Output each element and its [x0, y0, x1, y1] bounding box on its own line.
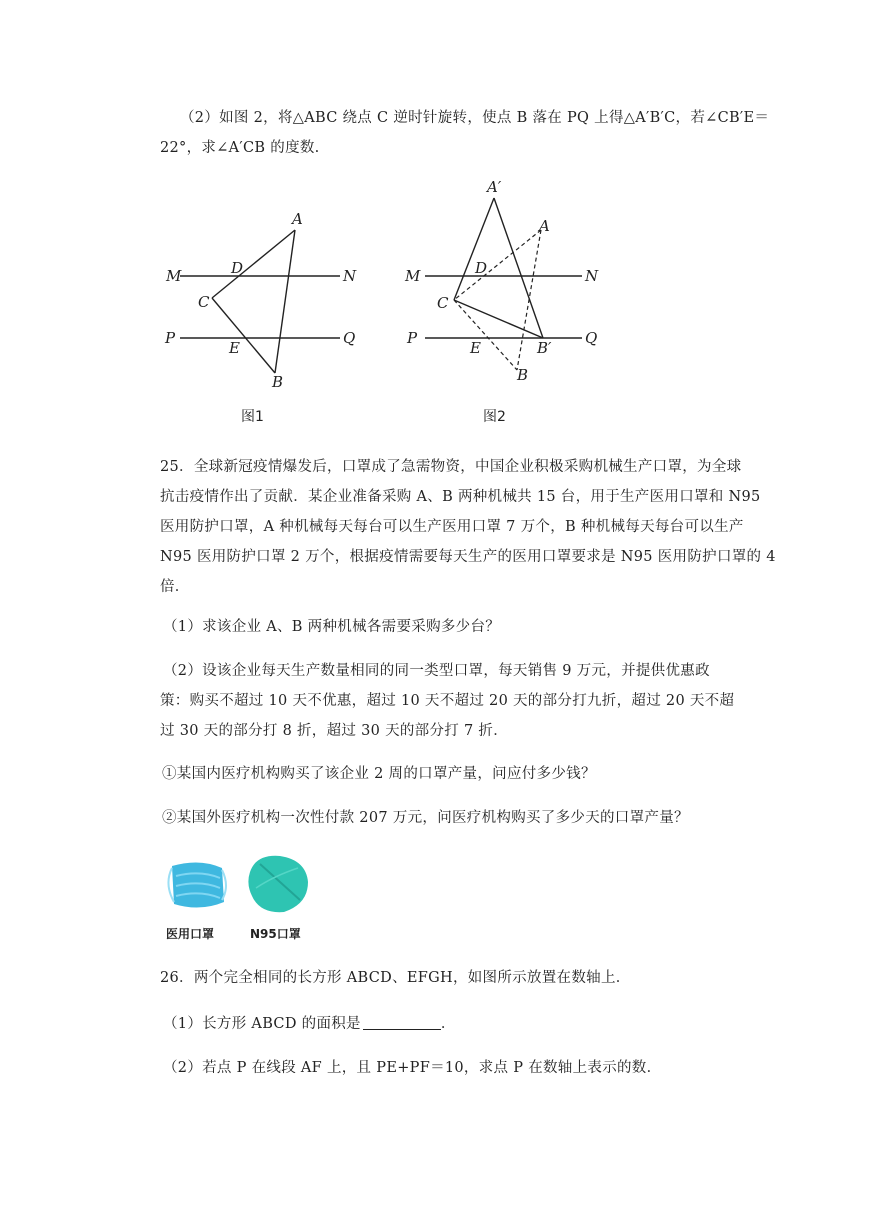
q26-part1-prefix: （1）长方形 ABCD 的面积是: [163, 1016, 361, 1032]
q26-part1: [163, 1012, 456, 1033]
answer-blank: [363, 1015, 441, 1030]
fig2-label-E: E: [470, 339, 481, 357]
q25-part2-line2: 策：购买不超过 10 天不优惠，超过 10 天不超过 20 天的部分打九折，超过 20 天不超: [160, 693, 735, 709]
q25-line2: 抗击疫情作出了贡献．某企业准备采购 A、B 两种机械共 15 台，用于生产医用口罩和 N95: [160, 489, 761, 505]
fig1-label-C: C: [198, 293, 210, 311]
q26-line1: 26．两个完全相同的长方形 ABCD、EFGH，如图所示放置在数轴上．: [160, 970, 631, 986]
fig2-label-B-prime: B′: [537, 339, 552, 357]
fig2-caption: 图2: [483, 409, 506, 425]
medical-mask-label: 医用口罩: [166, 927, 215, 941]
q25-part2-line1: （2）设该企业每天生产数量相同的同一类型口罩，每天销售 9 万元，并提供优惠政: [163, 663, 710, 679]
fig1-label-D: D: [231, 259, 244, 277]
fig1-label-E: E: [229, 339, 240, 357]
q25-sub2: ②某国外医疗机构一次性付款 207 万元，问医疗机构购买了多少天的口罩产量？: [162, 810, 689, 826]
q25-part1: （1）求该企业 A、B 两种机械各需要采购多少台？: [163, 619, 501, 635]
fig1-label-N: N: [343, 267, 357, 285]
fig2-label-N: N: [585, 267, 599, 285]
fig2-label-C: C: [437, 294, 449, 312]
fig2-label-D: D: [475, 259, 488, 277]
q26-part2: （2）若点 P 在线段 AF 上，且 PE+PF＝10，求点 P 在数轴上表示的数．: [163, 1060, 662, 1076]
q24-part2-line2: 22°，求∠A′CB 的度数.: [160, 140, 320, 156]
n95-mask-label: N95口罩: [250, 927, 301, 941]
q25-line3: 医用防护口罩，A 种机械每天每台可以生产医用口罩 7 万个，B 种机械每天每台可以生产: [160, 519, 744, 535]
fig2-label-B: B: [517, 366, 529, 384]
q25-line5: 倍．: [160, 579, 190, 595]
q25-sub1: ①某国内医疗机构购买了该企业 2 周的口罩产量，问应付多少钱？: [162, 766, 596, 782]
q25-part2-line3: 过 30 天的部分打 8 折，超过 30 天的部分打 7 折．: [160, 723, 509, 739]
figure-2-original-triangle: [454, 230, 541, 370]
fig1-label-B: B: [272, 373, 284, 391]
fig1-caption: 图1: [241, 409, 264, 425]
fig1-label-Q: Q: [343, 329, 356, 347]
fig2-label-A: A: [539, 217, 550, 235]
fig2-label-M: M: [405, 267, 421, 285]
n95-mask-image: [248, 856, 308, 912]
fig2-label-Q: Q: [585, 329, 598, 347]
fig1-label-M: M: [166, 267, 182, 285]
q25-line4: N95 医用防护口罩 2 万个，根据疫情需要每天生产的医用口罩要求是 N95 医用防护口罩的 4: [160, 549, 776, 565]
mask-pictures: [160, 852, 330, 922]
q25-line1: 25．全球新冠疫情爆发后，口罩成了急需物资，中国企业积极采购机械生产口罩，为全球: [160, 459, 742, 475]
fig2-label-A-prime: A′: [487, 180, 502, 196]
fig2-label-P: P: [407, 329, 418, 347]
q24-part2-line1: （2）如图 2，将△ABC 绕点 C 逆时针旋转，使点 B 落在 PQ 上得△A′B′C，若∠CB′E＝: [180, 110, 770, 126]
figure-2: [425, 198, 582, 338]
fig1-label-A: A: [292, 210, 303, 228]
medical-mask-image: [168, 862, 226, 907]
q26-part1-suffix: ．: [440, 1016, 456, 1032]
fig1-label-P: P: [165, 329, 176, 347]
geometry-figures: [0, 180, 869, 440]
